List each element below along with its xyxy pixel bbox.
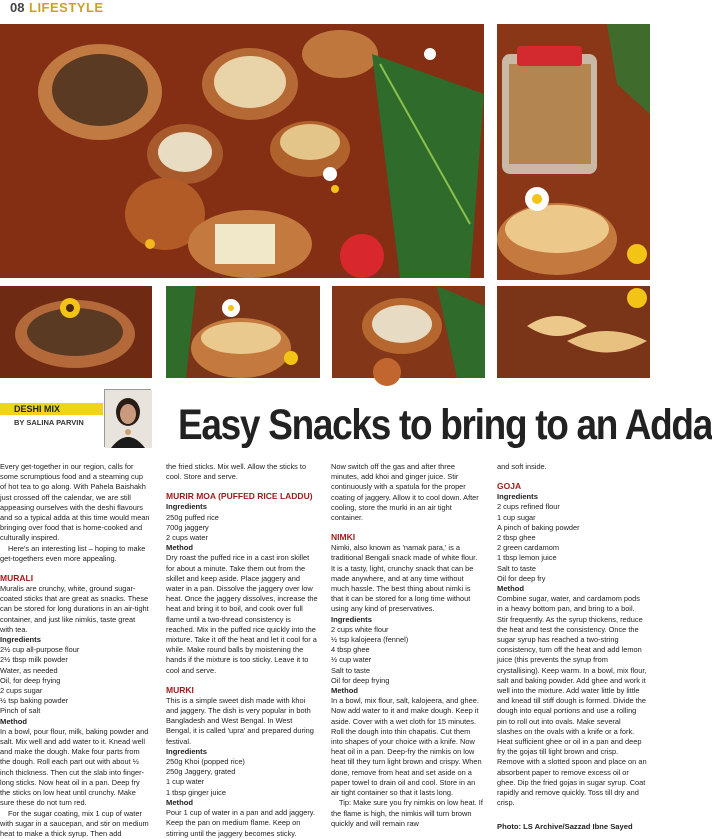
paragraph: Now switch off the gas and after three minutes, add khoi and ginger juice. Stir continuously with a spatula for the proper coating of jaggery. Allow it to cool down. After cooling, store the murki in an air tight container. [331,462,483,523]
paragraph: 2 cups white flour [331,625,483,635]
subheading: Method [0,717,150,727]
paragraph: 1 cup sugar [497,513,647,523]
subheading: Method [166,543,318,553]
subheading: Ingredients [166,502,318,512]
paragraph: Tip: Make sure you fry nimkis on low heat. If the flame is high, the nimkis will turn brown quickly and will remain raw [331,798,483,829]
paragraph: Salt to taste [331,666,483,676]
paragraph: 2 tbsp ghee [497,533,647,543]
paragraph: 1 tbsp ginger juice [166,788,318,798]
column-3 [331,462,483,829]
recipe-heading: MURKI [166,684,318,696]
recipe-heading: GOJA [497,480,647,492]
recipe-heading: NIMKI [331,531,483,543]
byline: BY SALINA PARVIN [14,418,84,427]
main-photo [0,24,484,278]
paragraph: and soft inside. [497,462,647,472]
subheading: Method [331,686,483,696]
paragraph: Oil for deep frying [331,676,483,686]
paragraph: Oil for deep fry [497,574,647,584]
column-2 [166,462,318,839]
headline: Easy Snacks to bring to an Adda [178,401,712,450]
paragraph: 2½ tbsp milk powder [0,655,150,665]
paragraph: Here's an interesting list – hoping to make get-togethers even more appealing. [0,544,150,564]
subheading: Ingredients [331,615,483,625]
paragraph: 2 cups water [166,533,318,543]
subheading: Method [497,584,647,594]
paragraph: Nimki, also known as 'namak para,' is a traditional Bengali snack made of white flour. It is a tasty, light, crunchy snack that can be made anywhere, and at any time without much hassle. The best thing about nimki is that it can be stored for a long time without using any kind of preservatives. [331,543,483,614]
paragraph: 250g Khoi (popped rice) [166,757,318,767]
paragraph: In a bowl, mix flour, salt, kalojeera, and ghee. Now add water to it and make dough. Keep it aside. Cover with a wet cloth for 15 minutes. Roll the dough into thin chapatis. Cut them into shapes of your choice with a knife. Now heat oil in a pan. Deep-fry the nimkis on low heat till they turn light brown and crispy. When done, remove from heat and set aside on a paper towel to drain oil and cool. Store in an air tight container so that it lasts long. [331,696,483,798]
column-4 [497,462,647,809]
paragraph: 1 tbsp lemon juice [497,553,647,563]
page-number: 08 [10,0,24,15]
paragraph: 2½ cup all-purpose flour [0,645,150,655]
paragraph: Salt to taste [497,564,647,574]
section-tag: DESHI MIX [14,404,60,414]
paragraph: 1 cup water [166,777,318,787]
paragraph: This is a simple sweet dish made with khoi and jaggery. The dish is very popular in both Bangladesh and West Bengal. In West Bengal, it is called 'upra' and prepared during festival. [166,696,318,747]
paragraph: ½ cup water [331,655,483,665]
photo-strip-3 [332,286,485,378]
paragraph: 4 tbsp ghee [331,645,483,655]
paragraph: Every get-together in our region, calls for some scrumptious food and a steaming cup of hot tea to go along. With Pahela Baishakh just crossed off the calendar, we are still appeasing ourselves with the deshi flavours and so a typical adda at this time would mean bringing over food that is home-cooked and culturally inspired. [0,462,150,544]
subheading: Ingredients [497,492,647,502]
column-1 [0,462,150,839]
paragraph: Oil, for deep frying [0,676,150,686]
paragraph: 2 cups refined flour [497,502,647,512]
paragraph: A pinch of baking powder [497,523,647,533]
paragraph: ½ tsp kalojeera (fennel) [331,635,483,645]
author-portrait [104,389,151,447]
recipe-heading: MURIR MOA (PUFFED RICE LADDU) [166,490,318,502]
paragraph: 2 cups sugar [0,686,150,696]
page-header [0,0,650,16]
photo-strip-2 [166,286,320,378]
paragraph: the fried sticks. Mix well. Allow the sticks to cool. Store and serve. [166,462,318,482]
paragraph: ½ tsp baking powder [0,696,150,706]
paragraph: In a bowl, pour flour, milk, baking powder and salt. Mix well and add water to it. Knead well and make the dough. Make four parts from the dough. Roll each part out with about ½ inch thickness. Then cut the slab into finger-long sticks. Now heat oil in a pan. Deep fry the sticks on low heat until crunchy. Make sure these do not turn red. [0,727,150,809]
paragraph: Water, as needed [0,666,150,676]
section-name: LIFESTYLE [29,0,104,15]
paragraph: Dry roast the puffed rice in a cast iron skillet for about a minute. Take them out from the skillet and keep aside. Place jaggery and water in a pan. Dissolve the jaggery over low heat. Once the jaggery dissolves, increase the heat and bring it to boil, and cook over full flame until a two-thread consistency is reached. Mix in the puffed rice quickly into the mixture. Take it off the heat and let it cool for a while. Make round balls by moistening the hands if the mixture is too sticky. Leave it to cool and serve. [166,553,318,675]
photo-strip-1 [0,286,152,378]
paragraph: 250g Jaggery, grated [166,767,318,777]
paragraph: Pinch of salt [0,706,150,716]
paragraph: Muralis are crunchy, white, ground sugar-coated sticks that are great as snacks. These can be stored for long durations in an air-tight container, and just like nimkis, taste great with tea. [0,584,150,635]
photo-strip-4 [497,286,650,378]
subheading: Method [166,798,318,808]
paragraph: Combine sugar, water, and cardamom pods in a heavy bottom pan, and bring to a boil. Stir frequently. As the syrup thickens, reduce the heat and test the consistency. Once the sugar syrup has reached a two-string consistency, turn off the heat and add lemon juice (this prevents the syrup from crystallising). Keep warm. In a bowl, mix flour, salt and baking powder. Add ghee and work it well into the mixture. Add water little by little and knead till stiff dough is formed. Divide the dough into equal portions and use a rolling pin to roll out into ovals. Make several slashes on the ovals with a knife or a fork. Heat sufficient ghee or oil in a pan and deep fry the gojas till light brown and crisp. Remove with a slotted spoon and place on an absorbent paper to remove excess oil or ghee. Dip the fried gojas in sugar syrup. Coat rapidly and remove quickly. Toss till dry and crisp. [497,594,647,808]
subheading: Ingredients [0,635,150,645]
paragraph: For the sugar coating, mix 1 cup of water with sugar in a saucepan, and stir on medium heat to make a thick syrup. Then add [0,809,150,839]
photo-credit: Photo: LS Archive/Sazzad Ibne Sayed [497,822,633,831]
paragraph: 250g puffed rice [166,513,318,523]
paragraph: 2 green cardamom [497,543,647,553]
recipe-heading: MURALI [0,572,150,584]
paragraph: Pour 1 cup of water in a pan and add jaggery. Keep the pan on medium flame. Keep on stirring until the jaggery becomes sticky. [166,808,318,839]
subheading: Ingredients [166,747,318,757]
right-photo [497,24,650,280]
paragraph: 700g jaggery [166,523,318,533]
